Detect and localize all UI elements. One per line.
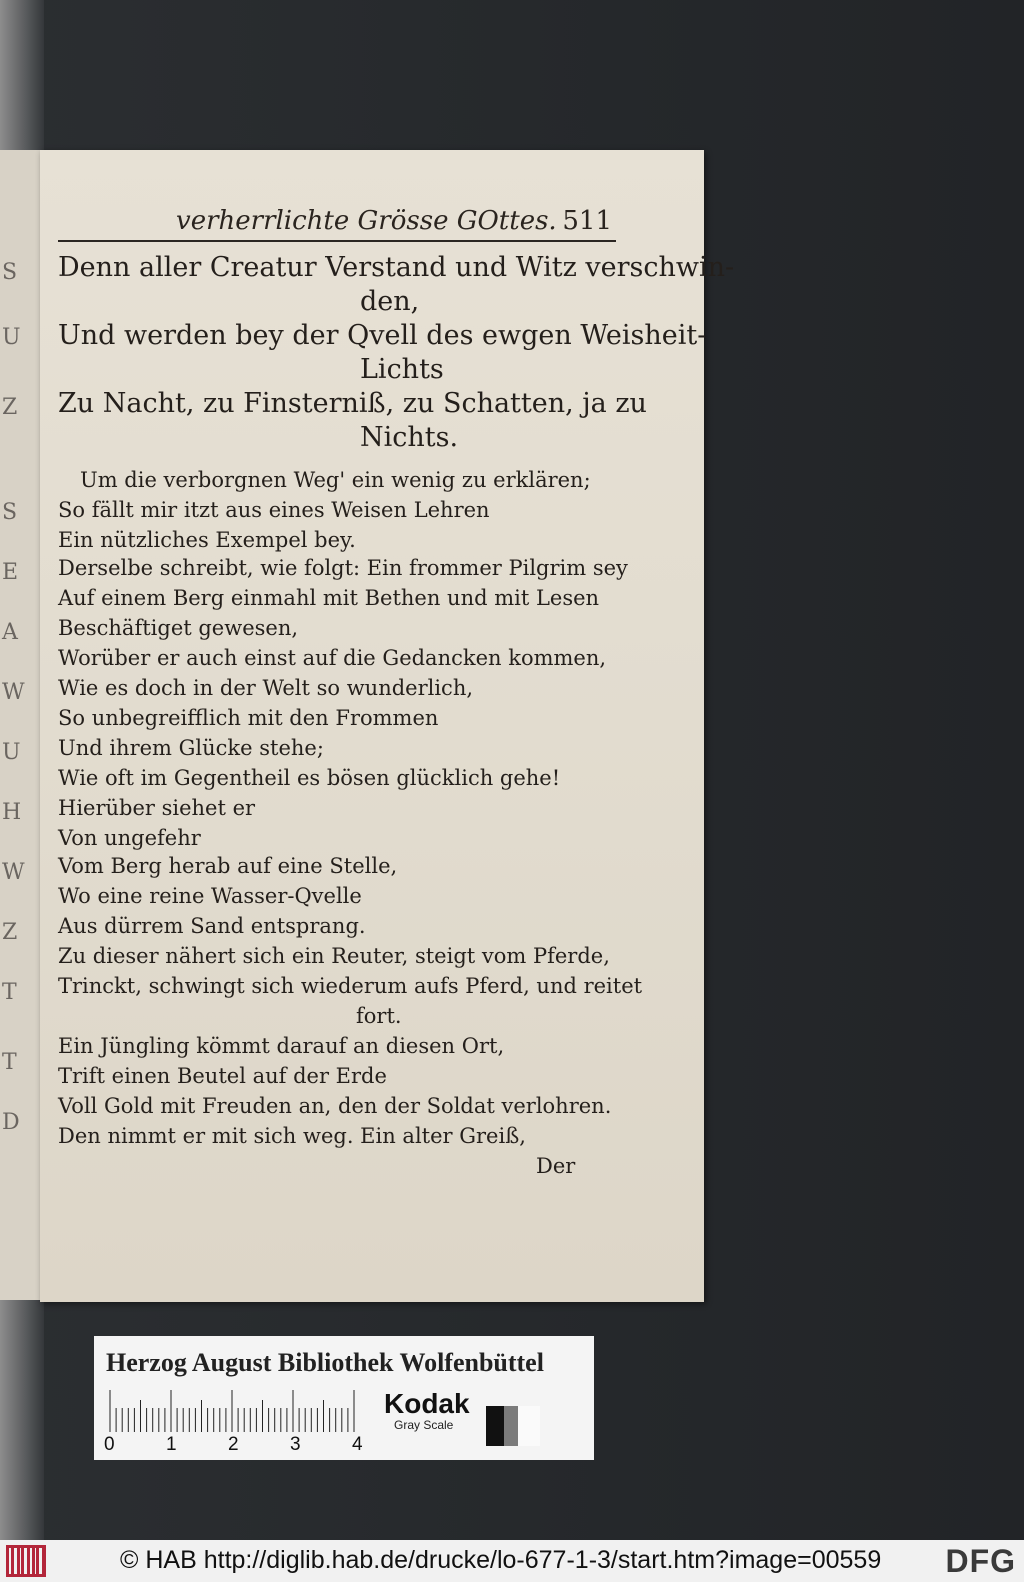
ghost-glyph: H [2,800,22,825]
gray-patch-black [486,1406,504,1446]
barcode-icon [6,1545,46,1577]
text-line: Hierüber siehet er [58,796,256,820]
text-line: Trinckt, schwingt sich wiederum aufs Pferd, und reitet [58,974,643,998]
text-line: Vom Berg herab auf eine Stelle, [58,854,398,878]
ghost-glyph: S [2,500,18,525]
text-line: fort. [356,1004,402,1028]
ghost-glyph: Z [2,395,18,420]
text-line: Derselbe schreibt, wie folgt: Ein frommer Pilgrim sey [58,556,628,580]
ghost-glyph: D [2,1110,20,1135]
text-line: Trift einen Beutel auf der Erde [58,1064,387,1088]
text-line: Und werden bey der Qvell des ewgen Weisheit- [58,320,707,351]
gray-scale-label: Gray Scale [394,1418,454,1432]
color-target-card [94,1336,594,1460]
text-line: Worüber er auch einst auf die Gedancken kommen, [58,646,607,670]
ruler-label: 0 [104,1434,115,1455]
text-line: Beschäftiget gewesen, [58,616,299,640]
institution-name: Herzog August Bibliothek Wolfenbüttel [106,1348,544,1377]
text-line: Um die verborgnen Weg' ein wenig zu erklären; [80,468,591,492]
running-title: verherrlichte Grösse GOttes. [176,206,557,236]
gray-patch-white [518,1406,540,1446]
text-line: Ein nützliches Exempel bey. [58,528,356,552]
ghost-glyph: W [2,860,25,885]
text-line: Lichts [360,354,444,385]
ruler-label: 4 [352,1434,363,1455]
text-line: Wo eine reine Wasser-Qvelle [58,884,362,908]
text-line: So fällt mir itzt aus eines Weisen Lehren [58,498,490,522]
text-line: So unbegreifflich mit den Frommen [58,706,439,730]
dfg-logo: DFG [945,1543,1016,1579]
text-line: Wie es doch in der Welt so wunderlich, [58,676,474,700]
book-page [40,150,735,1302]
text-line: den, [360,286,420,317]
ghost-glyph: T [2,1050,17,1075]
text-line: Aus dürrem Sand entsprang. [58,914,366,938]
text-line: Nichts. [360,422,459,453]
ruler-icon [108,1390,358,1432]
kodak-logo: Kodak [384,1388,470,1419]
ghost-glyph: T [2,980,17,1005]
previous-page-edge [0,150,40,1300]
text-line: Von ungefehr [58,826,201,850]
ghost-glyph: W [2,680,25,705]
text-line: Den nimmt er mit sich weg. Ein alter Greiß, [58,1124,526,1148]
text-line: Und ihrem Glücke stehe; [58,736,324,760]
gray-patch-gray [504,1406,518,1446]
ruler-label: 1 [166,1434,177,1455]
ghost-glyph: U [2,740,21,765]
text-line: Voll Gold mit Freuden an, den der Soldat verlohren. [58,1094,612,1118]
ghost-glyph: S [2,260,18,285]
ghost-glyph: E [2,560,19,585]
ruler-label: 2 [228,1434,239,1455]
text-line: Auf einem Berg einmahl mit Bethen und mit Lesen [58,586,600,610]
text-line: Ein Jüngling kömmt darauf an diesen Ort, [58,1034,505,1058]
text-line: Zu Nacht, zu Finsterniß, zu Schatten, ja zu [58,388,647,419]
page-header [58,200,616,242]
copyright-url[interactable]: © HAB http://diglib.hab.de/drucke/lo-677-1-3/start.htm?image=00559 [120,1546,882,1574]
page-number: 511 [562,206,612,236]
text-line: Zu dieser nähert sich ein Reuter, steigt vom Pferde, [58,944,610,968]
ghost-glyph: Z [2,920,18,945]
footer-bar [0,1540,1024,1582]
catchword: Der [536,1154,576,1178]
ruler-label: 3 [290,1434,301,1455]
text-line: Wie oft im Gegentheil es bösen glücklich gehe! [58,766,561,790]
ghost-glyph: A [2,620,18,645]
ghost-glyph: U [2,325,21,350]
text-line: Denn aller Creatur Verstand und Witz verschwin- [58,252,735,283]
